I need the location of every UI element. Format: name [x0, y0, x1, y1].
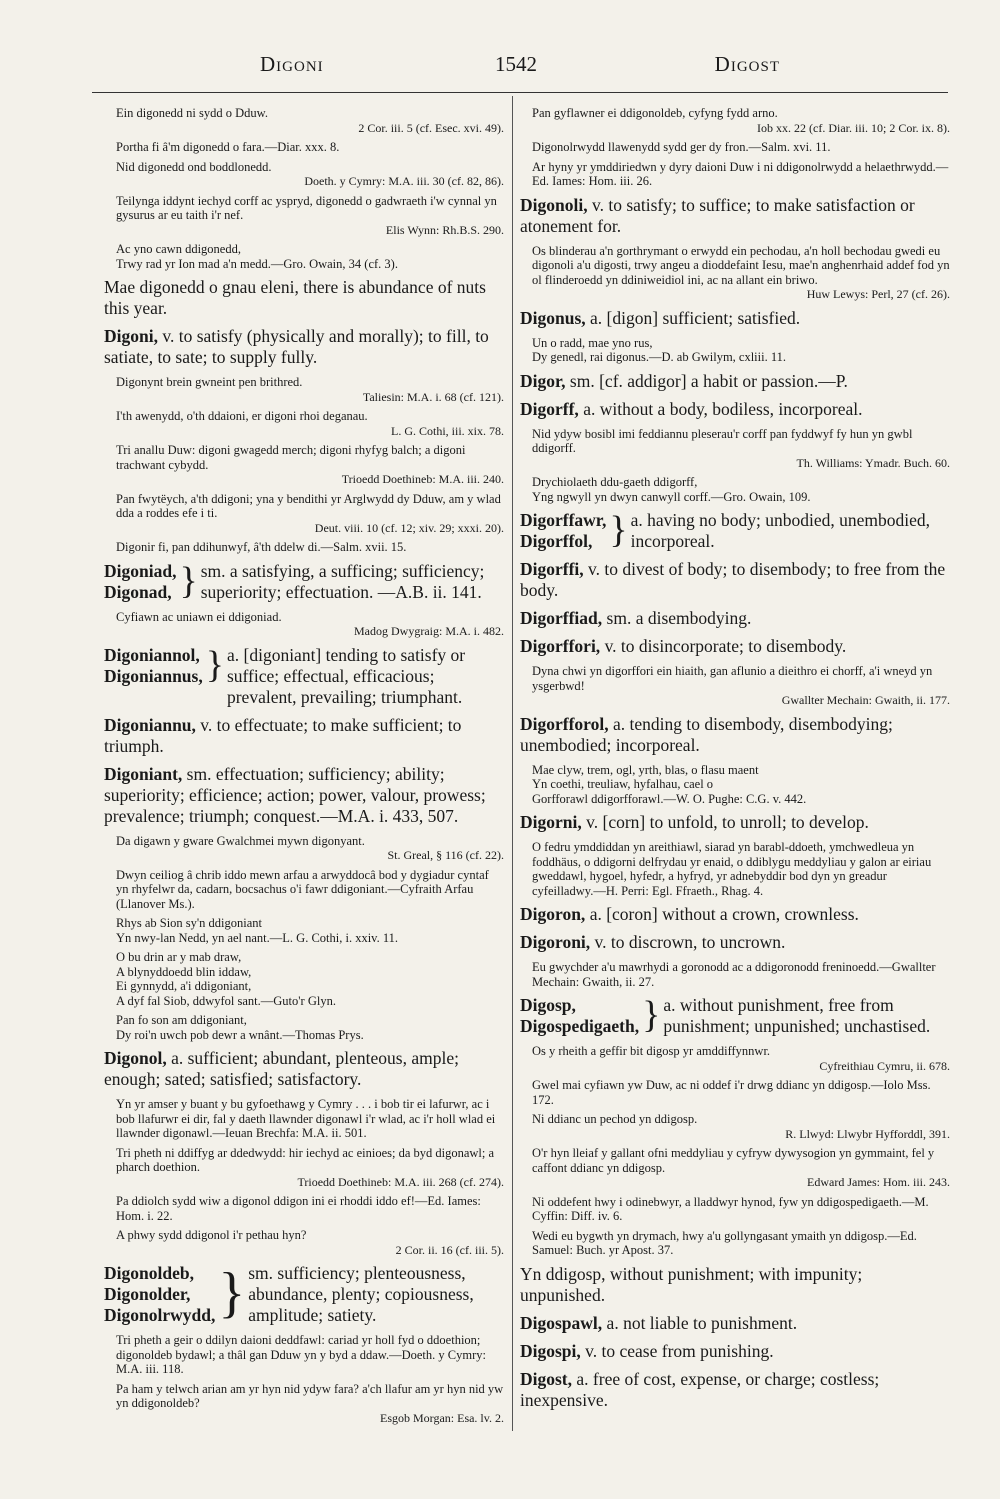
quotation-line: Cyfiawn ac uniawn ei ddigoniad.: [116, 609, 282, 624]
quotation-line: Dyna chwi yn digorffori ein hiaith, gan afluniо a dieithro ei chorff, a'i wneyd yn ysgerbwd!: [532, 664, 933, 693]
header-left-guideword: Digoni: [260, 52, 324, 76]
quotation: [520, 1146, 950, 1190]
headword: Digoniad,: [104, 560, 177, 581]
header-right-guideword: Digost: [714, 52, 780, 76]
headword: Digorfforol,: [520, 713, 609, 734]
quotation: [104, 375, 504, 404]
headword: Digoniant,: [104, 763, 183, 784]
quotation-line: Wedi eu bygwth yn drymach, hwy a'u gollyngasant ymaith yn ddigosp.—Ed. Samuel: Buch. yr Apost. 37.: [532, 1228, 917, 1257]
dictionary-entry: [104, 277, 504, 319]
quotation: [104, 242, 504, 271]
quotation-line: Mae clyw, trem, ogl, yrth, blas, o flasu maent: [532, 762, 759, 777]
quotation-line: Gorfforawl ddigorfforawl.—W. O. Pughe: C.G. v. 442.: [532, 791, 807, 806]
headword: Digosp,: [520, 995, 576, 1015]
headword: Digonoli,: [520, 194, 588, 215]
brace-icon: }: [642, 994, 661, 1036]
headword: Digorffol,: [520, 531, 593, 551]
dictionary-entry: [520, 559, 950, 601]
dictionary-entry: [520, 1264, 950, 1306]
quotation-line: Ar hyny yr ymddiriedwn y dyry daioni Duw i ni ddigonolrwydd a helaethrwydd.—Ed. Iames: Hom. iii. 26.: [532, 159, 949, 188]
quotation-line: I'th awenydd, o'th ddaioni, er digoni rhoi deganau.: [116, 409, 368, 423]
headword: Digoniannu,: [104, 714, 196, 735]
dictionary-entry: [520, 812, 950, 833]
quotation-line: Pan gyflawner ei ddigonoldeb, cyfyng fydd arno.: [532, 106, 778, 120]
quotation-line: Digonir fi, pan ddihunwyf, â'th ddelw di.—Salm. xvii. 15.: [116, 540, 407, 554]
citation: L. G. Cothi, iii. xix. 78.: [390, 423, 504, 438]
quotation: [104, 1333, 504, 1377]
quotation-line: Teilynga iddynt iechyd corff ac yspryd, digonedd o gadwraeth i'w cynnal yn gysurus ar eu taith i'r nef.: [116, 193, 497, 222]
quotation: [520, 664, 950, 708]
definition: v. to divest of body; to disembody; to free from the body.: [520, 559, 946, 600]
quotation-line: Un o radd, mae yno rus,: [532, 335, 653, 350]
quotation-line: Yn nwy-lan Nedd, yn ael nant.—L. G. Cothi, i. xxiv. 11.: [116, 930, 399, 945]
dictionary-entry: [520, 1341, 950, 1362]
citation: Iob xx. 22 (cf. Diar. iii. 10; 2 Cor. ix. 8).: [757, 120, 950, 135]
quotation-line: Dy genedl, rai digonus.—D. ab Gwilym, cxliii. 11.: [532, 350, 787, 364]
dictionary-entry: [104, 764, 504, 827]
dictionary-entry: [104, 715, 504, 757]
quotation: [520, 1112, 950, 1141]
headword: Digorffiad,: [520, 608, 603, 628]
running-header: [90, 52, 950, 88]
definition: sm. a satisfying, a sufficing; sufficiency; superiority; effectuation. —A.B. ii. 141.: [200, 560, 485, 602]
quotation: [520, 1044, 950, 1073]
quotation-line: Portha fi â'm digonedd o fara.—Diar. xxx. 8.: [116, 140, 340, 154]
quotation: [520, 475, 950, 504]
quotation-line: Tri pheth a geir o ddilyn daioni deddfawl: cariad yr holl fyd o ddoethion; digonoldeb bydawl; a thâl gan Dduw yn y byd a ddaw.—Doeth. y Cymry: M.A. iii. 118.: [116, 1333, 486, 1376]
quotation: [104, 409, 504, 438]
brace-icon: }: [609, 509, 628, 551]
dictionary-entry: [520, 904, 950, 925]
quotation-line: Ni ddianc un pechod yn ddigosp.: [532, 1112, 698, 1126]
column-divider: [512, 96, 513, 1431]
citation: Esgob Morgan: Esa. lv. 2.: [380, 1410, 504, 1425]
dictionary-entry: [104, 1048, 504, 1090]
citation: Elis Wynn: Rh.B.S. 290.: [385, 222, 504, 237]
quotation: [104, 1013, 504, 1042]
dictionary-entry: [520, 932, 950, 953]
quotation: [104, 1382, 504, 1426]
quotation-line: Trwy rad yr Ion mad a'n medd.—Gro. Owain, 34 (cf. 3).: [116, 256, 398, 271]
definition: a. without punishment, free from punishment; unpunished; unchastised.: [663, 995, 931, 1036]
headword-group: [520, 995, 639, 1037]
definition: v. to satisfy; to suffice; to make satisfaction or atonement for.: [520, 194, 915, 236]
dictionary-entry-group: [104, 645, 504, 708]
quotation: [104, 443, 504, 487]
definition: v. to discrown, to uncrown.: [590, 932, 786, 952]
quotation: [104, 1228, 504, 1257]
quotation: [520, 1078, 950, 1107]
quotation: [520, 840, 950, 898]
quotation: [104, 950, 504, 1008]
headword: Digonolder,: [104, 1284, 191, 1304]
dictionary-entry: [520, 1313, 950, 1334]
definition: a. sufficient; abundant, plenteous, ample; enough; sated; satisfied; satisfactory.: [104, 1048, 459, 1089]
headword: Digonol,: [104, 1048, 167, 1068]
quotation: [104, 492, 504, 536]
citation: Doeth. y Cymry: M.A. iii. 30 (cf. 82, 86).: [304, 174, 504, 188]
dictionary-entry: [520, 636, 950, 657]
definition: v. to satisfy (physically and morally); to fill, to satiate, to sate; to supply fully.: [104, 326, 489, 367]
quotation: [520, 960, 950, 989]
quotation-line: Yng ngwyll yn dwyn canwyll corff.—Gro. Owain, 109.: [532, 489, 811, 504]
quotation-line: Gwel mai cyfiawn yw Duw, ac ni oddef i'r drwg ddianc yn ddigosp.—Iolo Mss. 172.: [532, 1078, 931, 1107]
quotation-line: Dy roi'n uwch pob dewr a wnânt.—Thomas Prys.: [116, 1027, 364, 1042]
definition: sm. a disembodying.: [602, 608, 752, 628]
dictionary-entry: [104, 326, 504, 368]
headword: Digospedigaeth,: [520, 1016, 640, 1036]
quotation: [520, 336, 950, 365]
quotation: [104, 834, 504, 863]
citation: Th. Williams: Ymadr. Buch. 60.: [796, 455, 950, 470]
citation: Trioedd Doethineb: M.A. iii. 268 (cf. 274).: [297, 1174, 504, 1189]
headword: Digor,: [520, 370, 566, 391]
definition: sm. sufficiency; plenteousness, abundance, plenty; copiousness, amplitude; satiety.: [248, 1263, 474, 1325]
definition: v. to cease from punishing.: [580, 1340, 774, 1361]
quotation: [520, 140, 950, 155]
page-number: 1542: [495, 52, 537, 76]
quotation-line: Ni oddefent hwy i odinebwyr, a lladdwyr hynod, fyw yn ddigospedigaeth.—M. Cyffin: Diff. iv. 6.: [532, 1194, 929, 1223]
citation: Gwallter Mechain: Gwaith, ii. 177.: [781, 693, 950, 707]
headword: Digospawl,: [520, 1312, 603, 1333]
headword: Digonus,: [520, 307, 586, 328]
citation: Taliesin: M.A. i. 68 (cf. 121).: [362, 389, 504, 404]
citation: Edward James: Hom. iii. 243.: [807, 1175, 950, 1189]
definition: Yn ddigosp, without punishment; with impunity; unpunished.: [520, 1263, 863, 1305]
brace-icon: }: [179, 559, 198, 602]
headword: Digorni,: [520, 812, 582, 832]
brace-icon: }: [205, 643, 224, 686]
dictionary-entry-group: [520, 510, 950, 552]
quotation: [520, 763, 950, 807]
quotation-line: Ac yno cawn ddigonedd,: [116, 242, 241, 256]
quotation: [104, 916, 504, 945]
quotation: [104, 160, 504, 189]
definition: a. tending to disembody, disembodying; unembodied; incorporeal.: [520, 713, 893, 755]
definition: sm. effectuation; sufficiency; ability; superiority; efficience; action; power, valour, prowess; prevalence; triumph; conquest.—M.A. i. 433, 507.: [104, 763, 486, 826]
quotation-line: Ein digonedd ni sydd o Dduw.: [116, 106, 268, 120]
dictionary-entry: [520, 608, 950, 629]
dictionary-entry-group: [104, 1263, 504, 1326]
headword: Digoron,: [520, 904, 586, 924]
quotation: [520, 427, 950, 471]
headword-group: [104, 1263, 215, 1326]
citation: Madog Dwygraig: M.A. i. 482.: [354, 624, 504, 638]
right-column: [520, 106, 950, 1418]
quotation: [104, 1146, 504, 1190]
dictionary-entry: [520, 714, 950, 756]
definition: a. free of cost, expense, or charge; costless; inexpensive.: [520, 1368, 880, 1410]
quotation-line: Digonolrwydd llawenydd sydd ger dy fron.—Salm. xvi. 11.: [532, 140, 831, 154]
quotation-line: Os blinderau a'n gorthrymant o erwydd ein pechodau, a'n holl bechodau gwedi eu digonoli a'u digosti, trwy angeu a dioddefaint Iesu, mae'n anghenrhaid addef fod yn ol flinderoedd yn ddiniweidiol ini, ac na allant ein briwo.: [532, 243, 950, 287]
quotation-line: Da digawn y gware Gwalchmei mywn digonyant.: [116, 833, 365, 848]
headword: Digonolrwydd,: [104, 1305, 216, 1325]
citation: 2 Cor. iii. 5 (cf. Esec. xvi. 49).: [358, 120, 504, 135]
dictionary-entry: [520, 195, 950, 237]
brace-icon: }: [218, 1262, 246, 1324]
quotation: [104, 106, 504, 135]
quotation: [104, 140, 504, 155]
quotation-line: O'r hyn lleiaf y gallant ofni meddyliau y cyfryw dywysogion yn gymmaint, fel y caffont ddianc yn ddigosp.: [532, 1146, 935, 1175]
quotation: [104, 1194, 504, 1223]
quotation: [104, 194, 504, 238]
definition: a. [digoniant] tending to satisfy or suffice; effectual, efficacious; prevalent, prevailing; triumphant.: [226, 644, 466, 707]
quotation-line: Nid digonedd ond boddlonedd.: [116, 159, 272, 174]
citation: St. Greal, § 116 (cf. 22).: [387, 848, 504, 862]
quotation: [520, 160, 950, 189]
quotation-line: Os y rheith a geffir bit digosp yr amddiffynnwr.: [532, 1044, 771, 1058]
definition: v. to disincorporate; to disembody.: [600, 636, 847, 656]
headword: Digoniannol,: [104, 644, 200, 665]
headword: Digost,: [520, 1368, 573, 1389]
definition: a. [coron] without a crown, crownless.: [585, 904, 859, 924]
headword: Digonad,: [104, 581, 172, 602]
quotation-line: Pan fo son am ddigoniant,: [116, 1013, 247, 1027]
quotation-line: Pan fwytëych, a'th ddigoni; yna y bendithi yr Arglwydd dy Dduw, am y wlad dda a roddes efe i ti.: [116, 491, 501, 520]
headword: Digospi,: [520, 1340, 581, 1361]
quotation: [520, 1195, 950, 1224]
quotation-line: Digonynt brein gwneint pen brithred.: [116, 375, 303, 389]
quotation-line: A blynyddoedd blin iddaw,: [116, 964, 252, 979]
quotation-line: Pa ddiolch sydd wiw a digonol ddigon ini ei rhoddi iddo ef!—Ed. Iames: Hom. i. 22.: [116, 1194, 481, 1223]
quotation: [104, 610, 504, 639]
definition: v. [corn] to unfold, to unroll; to develop.: [581, 812, 869, 832]
citation: R. Llwyd: Llwybr Hyfforddl, 391.: [785, 1126, 950, 1141]
quotation-line: Dwyn ceiliog â chrib iddo mewn arfau a arwyddocâ bod y dygiadur cyntaf yn rhyfelwr da, cadarn, bocsachus o'i fawr ddigoniant.—Cyfraith Arfau (Llanover Ms.).: [116, 867, 489, 911]
headword: Digorffori,: [520, 636, 601, 656]
definition: a. having no body; unbodied, unembodied, incorporeal.: [630, 510, 931, 551]
quotation-line: A phwy sydd ddigonol i'r pethau hyn?: [116, 1228, 307, 1242]
definition: a. without a body, bodiless, incorporeal.: [578, 398, 863, 419]
headword-group: [104, 645, 203, 687]
quotation-line: Pa ham y telwch arian am yr hyn nid ydyw fara? a'ch llafur am yr hyn nid yw yn ddigonoldeb?: [116, 1381, 504, 1410]
citation: Cyfreithiau Cymru, ii. 678.: [819, 1058, 950, 1073]
definition: a. not liable to punishment.: [602, 1312, 798, 1333]
quotation-line: Tri anallu Duw: digoni gwagedd merch; digoni rhyfyg balch; a digoni trachwant cybydd.: [116, 443, 466, 472]
definition: a. [digon] sufficient; satisfied.: [585, 307, 801, 328]
dictionary-entry-group: [520, 995, 950, 1037]
dictionary-entry: [520, 308, 950, 329]
quotation-line: Yn yr amser y buant y bu gyfoethawg y Cymry . . . i bob tir ei lafurwr, ac i bob llafurwr ei dir, fal y daeth llawnder digonawl i'r wlad, ac i'r holl wlad ei llawnder digonawl.—Ieuan Brechfa: M.A. ii. 501.: [116, 1097, 496, 1140]
citation: Deut. viii. 10 (cf. 12; xiv. 29; xxxi. 20).: [314, 520, 504, 535]
headword-group: [520, 510, 606, 552]
dictionary-entry-group: [104, 561, 504, 603]
quotation: [520, 1229, 950, 1258]
header-rule: [92, 92, 948, 93]
headword: Digorffawr,: [520, 510, 607, 530]
definition: Mae digonedd o gnau eleni, there is abundance of nuts this year.: [104, 277, 486, 318]
quotation-line: Drychiolaeth ddu-gaeth ddigorff,: [532, 475, 698, 489]
quotation-line: Ei gynnydd, a'i ddigoniant,: [116, 979, 252, 993]
quotation-line: O fedru ymddiddan yn areithiawl, siarad yn barabl-ddoeth, ymchwedleua yn foddhäus, o ddigorni delfrydau yr enaid, o ddiblygu meddyliau y galon ar eiriau gweddawl, hygoel, hyfedr, a hyfryd, yr adnebyddir bod dyn yn greadur cyfeilladwy.—H. Perri: Egl. Ffraeth., Rhag. 4.: [532, 840, 932, 898]
headword: Digonoldeb,: [104, 1263, 194, 1283]
quotation: [104, 540, 504, 555]
headword: Digoniannus,: [104, 665, 203, 686]
definition: sm. [cf. addigor] a habit or passion.—P.: [565, 370, 848, 391]
quotation: [520, 244, 950, 302]
quotation-line: Tri pheth ni ddiffyg ar ddedwydd: hir iechyd ac einioes; da byd digonawl; a pharch doethion.: [116, 1145, 495, 1174]
quotation: [104, 868, 504, 912]
quotation-line: A dyf fal Siob, ddwyfol sant.—Guto'r Glyn.: [116, 993, 336, 1008]
dictionary-entry: [520, 1369, 950, 1411]
citation: Trioedd Doethineb: M.A. iii. 240.: [341, 472, 504, 486]
headword: Digorffi,: [520, 559, 584, 579]
quotation-line: O bu drin ar y mab draw,: [116, 950, 242, 964]
quotation: [104, 1097, 504, 1141]
citation: 2 Cor. ii. 16 (cf. iii. 5).: [395, 1242, 504, 1257]
quotation-line: Yn coethi, treuliaw, hyfalhau, cael o: [532, 777, 714, 791]
headword: Digorff,: [520, 398, 579, 419]
quotation: [520, 106, 950, 135]
quotation-line: Nid ydyw bosibl imi feddiannu pleserau'r corff pan fyddwyf fy hun yn gwbl ddigorff.: [532, 426, 913, 455]
quotation-line: Eu gwychder a'u mawrhydi a goronodd ac a ddigoronodd freninoedd.—Gwallter Mechain: Gwaith, ii. 27.: [532, 960, 936, 989]
definition: v. to effectuate; to make sufficient; to triumph.: [104, 714, 462, 756]
left-column: [104, 106, 504, 1430]
headword: Digoni,: [104, 326, 158, 346]
dictionary-entry: [520, 371, 950, 392]
quotation-line: Rhys ab Sion sy'n ddigoniant: [116, 916, 263, 930]
headword: Digoroni,: [520, 932, 591, 952]
citation: Huw Lewys: Perl, 27 (cf. 26).: [806, 287, 950, 301]
dictionary-entry: [520, 399, 950, 420]
headword-group: [104, 561, 176, 603]
